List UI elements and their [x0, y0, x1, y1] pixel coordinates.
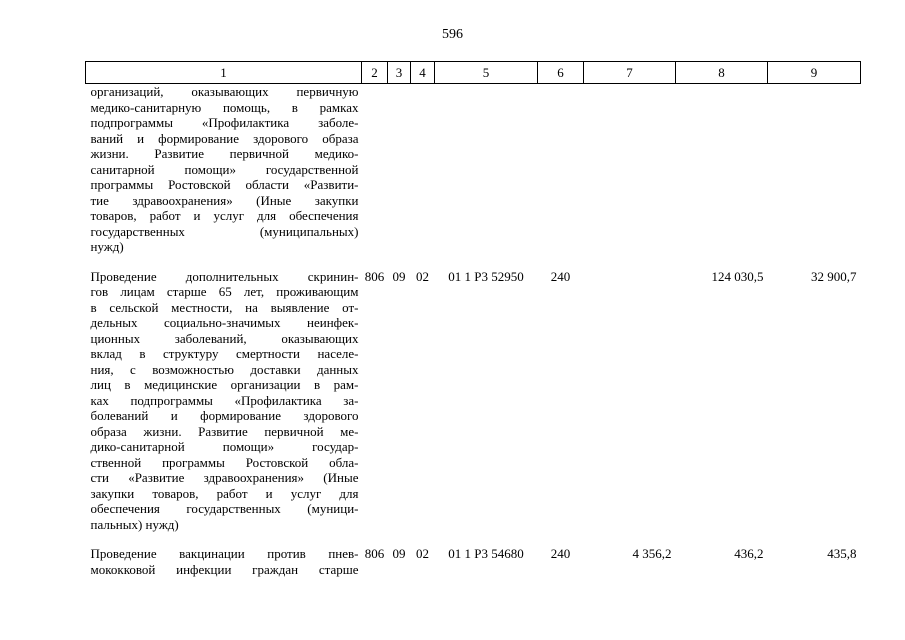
description-line: медико-санитарную помощь, в рамках: [90, 99, 359, 115]
description-line: ственной программы Ростовской обла-: [90, 454, 359, 470]
description-line: товаров, работ и услуг для обеспечения: [90, 208, 359, 223]
table-row: [86, 84, 861, 255]
column-header: 5: [435, 62, 538, 84]
description-line: организаций, оказывающих первичную: [90, 84, 359, 99]
cell-amount-col9: 32 900,7: [811, 268, 857, 284]
cell-ministry-code: 806: [364, 546, 385, 561]
description-line: дельных социально-значимых неинфек-: [90, 315, 359, 330]
cell-section: 09: [392, 546, 406, 561]
description-line: Проведение дополнительных скринин-: [90, 268, 359, 284]
cell-amount-col8: 436,2: [734, 546, 764, 561]
description-line: болеваний и формирование здорового: [90, 408, 359, 423]
column-header: 1: [86, 62, 362, 84]
description-line: ках подпрограммы «Профилактика за-: [90, 392, 359, 408]
cell-ministry-code: 806: [364, 268, 385, 284]
row-description: [86, 84, 362, 255]
description-line: жизни. Развитие первичной медико-: [90, 146, 359, 161]
row-description: [86, 532, 362, 577]
table-row: [86, 255, 861, 533]
column-header: 4: [411, 62, 435, 84]
column-header: 3: [388, 62, 411, 84]
column-header: 6: [538, 62, 584, 84]
description-line: программы Ростовской области «Развити-: [90, 177, 359, 192]
column-header: 9: [768, 62, 861, 84]
cell-target-article: 01 1 Р3 54680: [448, 546, 524, 561]
cell-expense-type: 240: [550, 268, 571, 284]
budget-table: [85, 61, 861, 577]
description-line: государственных (муниципальных): [90, 223, 359, 239]
description-line: Проведение вакцинации против пнев-: [90, 546, 359, 561]
column-header: 8: [676, 62, 768, 84]
description-line: гов лицам старше 65 лет, проживающим: [90, 284, 359, 299]
description-line: ния, с возможностью доставки данных: [90, 361, 359, 377]
description-line: подпрограммы «Профилактика заболе-: [90, 115, 359, 130]
description-line: в сельской местности, на выявление от-: [90, 299, 359, 315]
cell-ministry-code: [362, 84, 388, 255]
cell-expense-type: [538, 84, 584, 255]
description-line: мококковой инфекции граждан старше: [90, 561, 359, 577]
column-header: 7: [584, 62, 676, 84]
description-line: ваний и формирование здорового образа: [90, 130, 359, 146]
description-line: ционных заболеваний, оказывающих: [90, 330, 359, 346]
cell-section: [388, 84, 411, 255]
description-line: тие здравоохранения» (Иные закупки: [90, 192, 359, 208]
cell-subsection: 02: [416, 546, 429, 561]
description-line: сти «Развитие здравоохранения» (Иные: [90, 470, 359, 485]
cell-subsection: [411, 84, 435, 255]
cell-amount-col9: 435,8: [827, 546, 857, 561]
page-number: 596: [442, 27, 463, 42]
header-row: [86, 62, 861, 84]
cell-amount-col8: 124 030,5: [711, 268, 764, 284]
description-line: пальных) нужд): [90, 516, 179, 532]
description-line: образа жизни. Развитие первичной ме-: [90, 423, 359, 439]
column-header: 2: [362, 62, 388, 84]
cell-amount-col7: [584, 84, 676, 255]
cell-amount-col7: 4 356,2: [632, 546, 672, 561]
cell-expense-type: 240: [550, 546, 571, 561]
table-row: [86, 532, 861, 577]
description-line: закупки товаров, работ и услуг для: [90, 485, 359, 501]
cell-amount-col9: [768, 84, 861, 255]
cell-target-article: [435, 84, 538, 255]
cell-subsection: 02: [416, 268, 429, 284]
description-line: лиц в медицинские организации в рам-: [90, 377, 359, 392]
cell-amount-col8: [676, 84, 768, 255]
cell-amount-col7: [584, 255, 676, 533]
description-line: дико-санитарной помощи» государ-: [90, 439, 359, 454]
description-line: нужд): [90, 239, 124, 254]
cell-target-article: 01 1 Р3 52950: [448, 268, 524, 284]
description-line: вклад в структуру смертности населе-: [90, 346, 359, 361]
cell-section: 09: [392, 268, 406, 284]
description-line: санитарной помощи» государственной: [90, 161, 359, 177]
description-line: обеспечения государственных (муници-: [90, 501, 359, 516]
row-description: [86, 255, 362, 533]
